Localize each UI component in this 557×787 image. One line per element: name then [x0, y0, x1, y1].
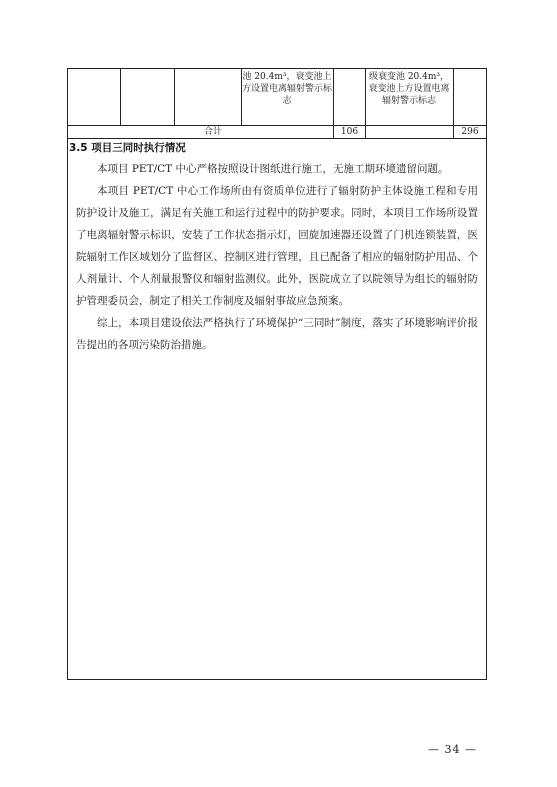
total-value-actual: 296 [461, 127, 479, 137]
paragraph: 本项目 PET/CT 中心工作场所由有资质单位进行了辐射防护主体设施工程和专用防护设计及施工，满足有关施工和运行过程中的防护要求。同时，本项目工作场所设置了电离辐射警示标识，安装了工作状态指示灯，回旋加速器还设置了门机连锁装置，医院辐射工作区域划分了监督区、控制区进行管理，且已配备了相应的辐射防护用品、个人剂量计、个人剂量报警仪和辐射监测仪。此外，医院成立了以院领导为组长的辐射防护管理委员会，制定了相关工作制度及辐射事故应急预案。 [76, 185, 478, 307]
report-frame [67, 68, 487, 680]
table-divider [453, 69, 454, 125]
table-cell-measures-actual: 级衰变池 20.4m³，衰变池上方设置电离辐射警示标志 [368, 72, 450, 106]
table-row [68, 69, 486, 126]
paragraph: 综上，本项目建设依法严格执行了环境保护“三同时”制度，落实了环境影响评价报告提出的各项污染防治措施。 [76, 317, 478, 351]
table-cell-measures: 池 20.4m³，衰变池上方设置电离辐射警示标志 [242, 72, 333, 106]
table-divider [333, 69, 334, 125]
table-total-row [68, 126, 486, 139]
section-heading: 3.5 项目三同时执行情况 [69, 142, 186, 154]
total-value-planned: 106 [340, 127, 359, 137]
table-divider [174, 69, 175, 125]
page-number: — 34 — [428, 743, 477, 756]
table-divider [120, 69, 121, 125]
section-content [68, 140, 486, 356]
paragraph: 本项目 PET/CT 中心严格按照设计图纸进行施工，无施工期环境遗留问题。 [97, 163, 449, 175]
total-label: 合计 [203, 127, 222, 137]
table-divider [365, 126, 366, 138]
